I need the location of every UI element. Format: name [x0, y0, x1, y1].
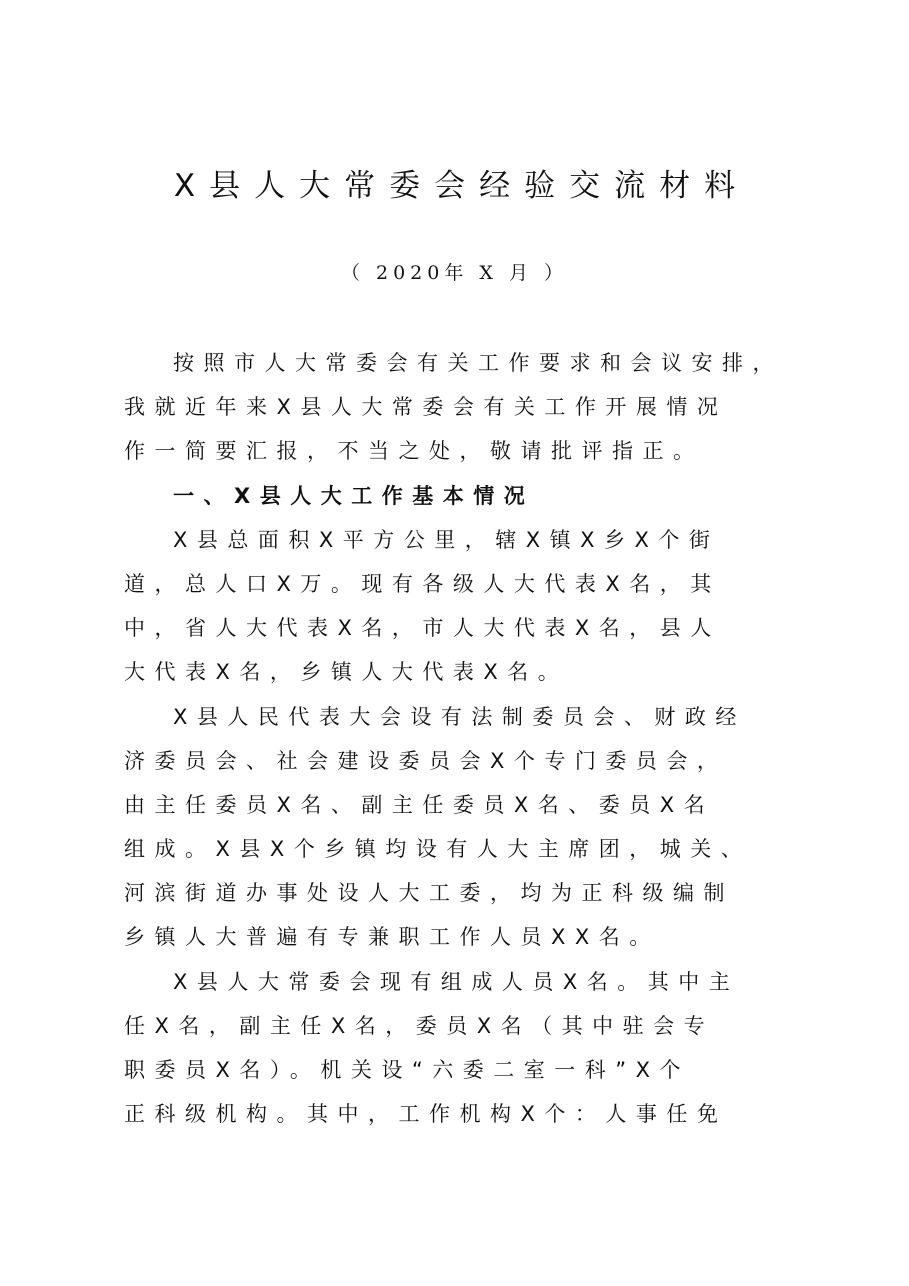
paragraph-line: 正科级机构。其中，工作机构X个：人事任免	[124, 1102, 728, 1127]
paragraph-line: 组成。X县X个乡镇均设有人大主席团，城关、	[124, 837, 752, 862]
paragraph-line: X县人民代表大会设有法制委员会、财政经	[173, 704, 746, 729]
paragraph-line: 按照市人大常委会有关工作要求和会议安排，	[173, 351, 783, 375]
paragraph-line: X县人大常委会现有组成人员X名。其中主	[173, 969, 740, 994]
document-date: （ 2020年 X 月 ）	[340, 262, 569, 284]
paragraph-line: 作一简要汇报，不当之处，敬请批评指正。	[124, 439, 704, 464]
paragraph-line: 济委员会、社会建设委员会X个专门委员会，	[124, 748, 728, 773]
document-title: X县人大常委会经验交流材料	[173, 168, 750, 204]
paragraph-line: 我就近年来X县人大常委会有关工作开展情况	[124, 395, 728, 420]
paragraph-line: 河滨街道办事处设人大工委，均为正科级编制	[124, 881, 734, 906]
section-heading: 一、X县人大工作基本情况	[173, 483, 535, 508]
paragraph-line: 由主任委员X名、副主任委员X名、委员X名	[124, 792, 715, 817]
paragraph-line: 职委员X名）。机关设“六委二室一科”X个	[124, 1058, 691, 1082]
paragraph-line: 乡镇人大普遍有专兼职工作人员XX名。	[124, 925, 660, 950]
paragraph-line: 任X名，副主任X名，委员X名（其中驻会专	[124, 1013, 715, 1038]
paragraph-line: 道，总人口X万。现有各级人大代表X名，其	[124, 571, 721, 596]
paragraph-line: 大代表X名，乡镇人大代表X名。	[124, 660, 569, 685]
document-body	[124, 341, 804, 1136]
paragraph-line: 中，省人大代表X名，市人大代表X名，县人	[124, 616, 721, 641]
paragraph-line: X县总面积X平方公里，辖X镇X乡X个街	[173, 527, 720, 552]
